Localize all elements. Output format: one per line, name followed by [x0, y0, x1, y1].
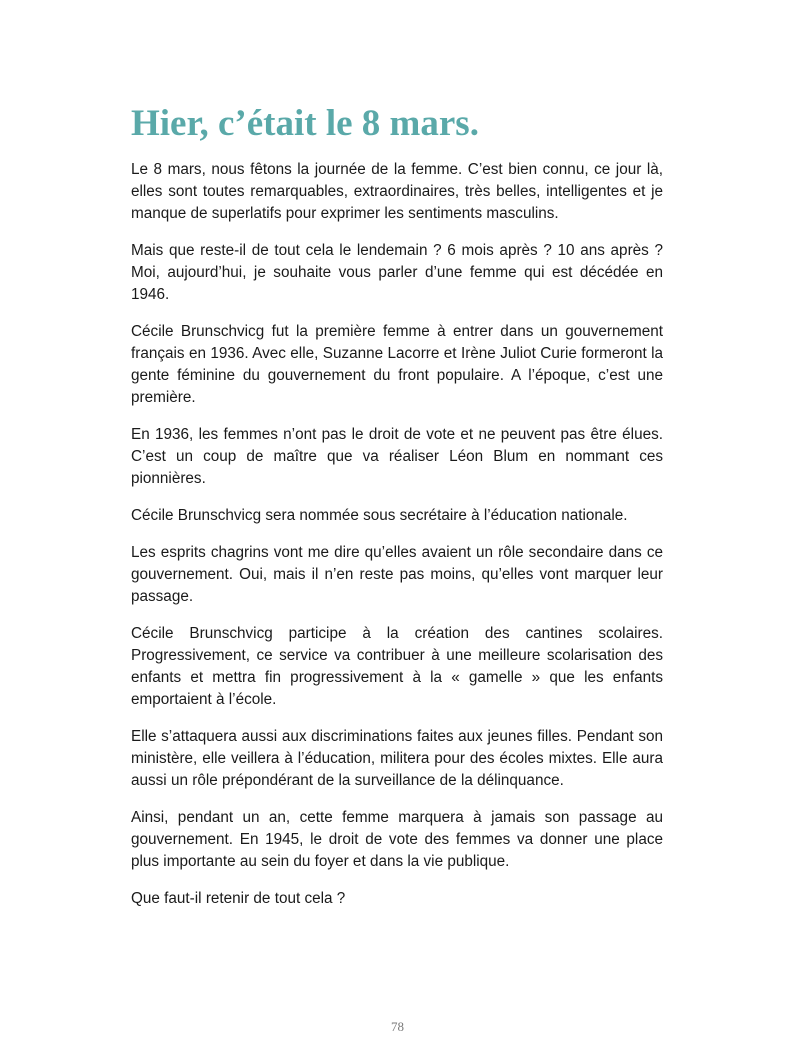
- paragraph: En 1936, les femmes n’ont pas le droit de vote et ne peuvent pas être élues. C’est un coup de maître que va réaliser Léon Blum en nommant ces pionnières.: [131, 426, 663, 487]
- body-text: [131, 159, 663, 925]
- paragraph: Le 8 mars, nous fêtons la journée de la femme. C’est bien connu, ce jour là, elles sont toutes remarquables, extraordinaires, très belles, intelligentes et je manque de superlatifs pour exprimer les sentiments masculins.: [131, 161, 663, 222]
- paragraph: Les esprits chagrins vont me dire qu’elles avaient un rôle secondaire dans ce gouvernement. Oui, mais il n’en reste pas moins, qu’elles vont marquer leur passage.: [131, 544, 663, 605]
- paragraph: Mais que reste-il de tout cela le lendemain ? 6 mois après ? 10 ans après ? Moi, aujourd’hui, je souhaite vous parler d’une femme qui est décédée en 1946.: [131, 242, 663, 303]
- paragraph: Que faut-il retenir de tout cela ?: [131, 890, 346, 907]
- page-number: 78: [391, 1019, 404, 1034]
- paragraph: Cécile Brunschvicg fut la première femme à entrer dans un gouvernement français en 1936. Avec elle, Suzanne Lacorre et Irène Juliot Curie formeront la gente féminine du gouvernement du front populaire. A l’époque, c’est une première.: [131, 323, 663, 406]
- paragraph: Cécile Brunschvicg sera nommée sous secrétaire à l’éducation nationale.: [131, 507, 628, 524]
- paragraph: Cécile Brunschvicg participe à la création des cantines scolaires. Progressivement, ce service va contribuer à une meilleure scolarisation des enfants et mettra fin progressivement à la « gamelle » que les enfants emportaient à l’école.: [131, 625, 663, 708]
- page-title: Hier, c’était le 8 mars.: [131, 103, 479, 144]
- paragraph: Ainsi, pendant un an, cette femme marquera à jamais son passage au gouvernement. En 1945, le droit de vote des femmes va donner une place plus importante au sein du foyer et dans la vie publique.: [131, 809, 663, 870]
- paragraph: Elle s’attaquera aussi aux discriminations faites aux jeunes filles. Pendant son ministère, elle veillera à l’éducation, militera pour des écoles mixtes. Elle aura aussi un rôle prépondérant de la surveillance de la délinquance.: [131, 728, 663, 789]
